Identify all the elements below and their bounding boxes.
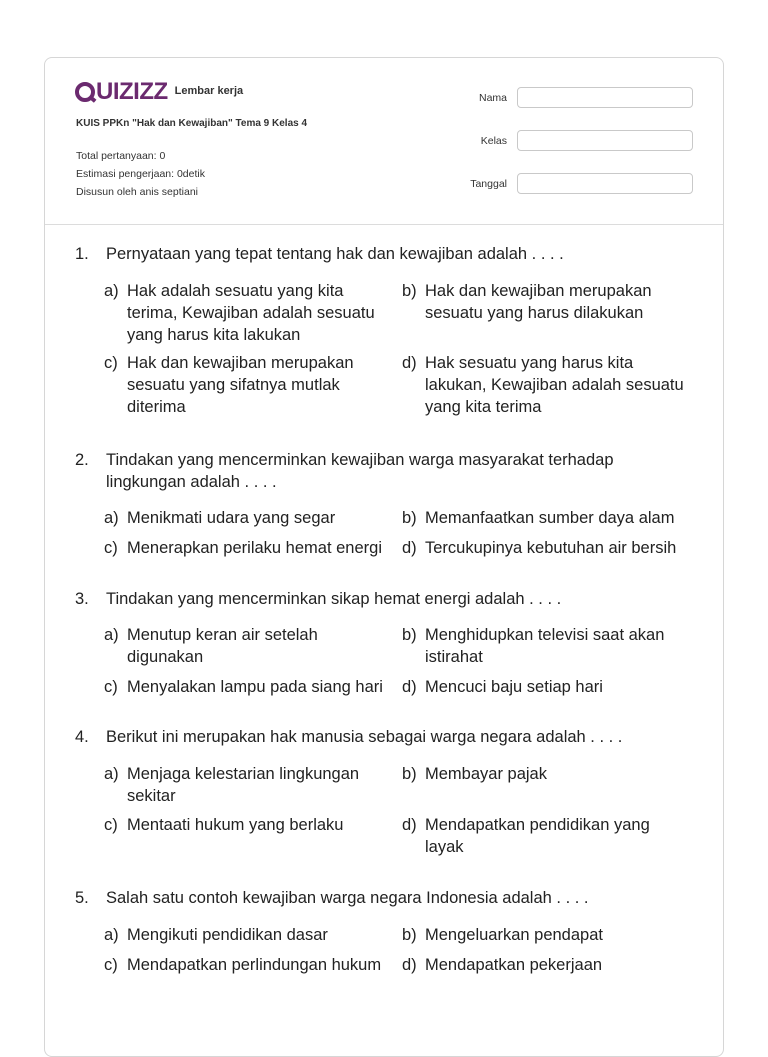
option-b	[402, 624, 685, 668]
class-label: Kelas	[480, 135, 507, 147]
option-text: Mengikuti pendidikan dasar	[127, 926, 328, 944]
question-number: 3.	[75, 590, 89, 608]
estimated-time: Estimasi pengerjaan: 0detik	[76, 168, 205, 180]
question-4	[75, 726, 695, 856]
question-5	[75, 887, 695, 974]
option-letter: b)	[402, 926, 417, 944]
option-text: Hak adalah sesuatu yang kita terima, Kewajiban adalah sesuatu yang harus kita lakukan	[127, 282, 375, 344]
option-c	[104, 537, 387, 559]
option-letter: d)	[402, 956, 417, 974]
option-a	[104, 280, 387, 346]
date-label: Tanggal	[470, 178, 507, 190]
option-letter: b)	[402, 282, 417, 300]
option-c	[104, 814, 387, 836]
option-c	[104, 352, 387, 418]
option-text: Menyalakan lampu pada siang hari	[127, 678, 383, 696]
date-field[interactable]	[517, 173, 693, 194]
question-text: Tindakan yang mencerminkan kewajiban warga masyarakat terhadap lingkungan adalah . . . .	[106, 451, 614, 491]
option-c	[104, 954, 387, 976]
option-a	[104, 924, 387, 946]
option-d	[402, 537, 685, 559]
option-c	[104, 676, 387, 698]
option-text: Membayar pajak	[425, 765, 547, 783]
option-letter: c)	[104, 539, 118, 557]
option-text: Mengeluarkan pendapat	[425, 926, 603, 944]
question-number: 5.	[75, 889, 89, 907]
option-letter: b)	[402, 626, 417, 644]
name-field[interactable]	[517, 87, 693, 108]
option-text: Menutup keran air setelah digunakan	[127, 626, 318, 666]
option-text: Hak dan kewajiban merupakan sesuatu yang harus dilakukan	[425, 282, 652, 322]
option-d	[402, 814, 685, 858]
question-3	[75, 588, 695, 696]
worksheet	[44, 57, 724, 1057]
option-b	[402, 280, 685, 324]
option-letter: d)	[402, 816, 417, 834]
option-d	[402, 676, 685, 698]
option-text: Mentaati hukum yang berlaku	[127, 816, 344, 834]
option-b	[402, 924, 685, 946]
option-d	[402, 954, 685, 976]
option-letter: a)	[104, 926, 119, 944]
question-text: Salah satu contoh kewajiban warga negara Indonesia adalah . . . .	[106, 889, 589, 907]
name-label: Nama	[478, 92, 507, 104]
question-number: 1.	[75, 245, 89, 263]
option-text: Mendapatkan pekerjaan	[425, 956, 603, 974]
option-text: Hak sesuatu yang harus kita lakukan, Kewajiban adalah sesuatu yang kita terima	[425, 354, 684, 416]
option-text: Hak dan kewajiban merupakan sesuatu yang sifatnya mutlak diterima	[127, 354, 354, 416]
option-text: Menerapkan perilaku hemat energi	[127, 539, 382, 557]
question-number: 2.	[75, 451, 89, 469]
sheet-type-label: Lembar kerja	[174, 85, 244, 97]
option-letter: b)	[402, 509, 417, 527]
brand-row	[75, 80, 243, 104]
option-a	[104, 624, 387, 668]
option-letter: a)	[104, 282, 119, 300]
option-d	[402, 352, 685, 418]
option-text: Mencuci baju setiap hari	[425, 678, 603, 696]
option-text: Memanfaatkan sumber daya alam	[425, 509, 675, 527]
question-2	[75, 449, 695, 557]
option-text: Tercukupinya kebutuhan air bersih	[425, 539, 677, 557]
option-text: Mendapatkan pendidikan yang layak	[425, 816, 650, 856]
option-letter: c)	[104, 678, 118, 696]
class-field[interactable]	[517, 130, 693, 151]
worksheet-header	[45, 58, 723, 225]
total-questions: Total pertanyaan: 0	[76, 150, 166, 162]
option-letter: c)	[104, 816, 118, 834]
option-letter: a)	[104, 626, 119, 644]
question-text: Pernyataan yang tepat tentang hak dan kewajiban adalah . . . .	[106, 245, 564, 263]
option-b	[402, 763, 685, 785]
option-letter: c)	[104, 354, 118, 372]
option-letter: d)	[402, 539, 417, 557]
option-a	[104, 763, 387, 807]
option-b	[402, 507, 685, 529]
question-number: 4.	[75, 728, 89, 746]
question-1	[75, 243, 695, 416]
option-letter: a)	[104, 765, 119, 783]
question-text: Tindakan yang mencerminkan sikap hemat energi adalah . . . .	[106, 590, 562, 608]
logo-text: UIZIZZ	[96, 78, 168, 105]
option-letter: c)	[104, 956, 118, 974]
quizizz-logo	[75, 80, 168, 104]
option-letter: b)	[402, 765, 417, 783]
option-letter: a)	[104, 509, 119, 527]
option-a	[104, 507, 387, 529]
question-text: Berikut ini merupakan hak manusia sebagai warga negara adalah . . . .	[106, 728, 623, 746]
option-letter: d)	[402, 354, 417, 372]
option-text: Menghidupkan televisi saat akan istirahat	[425, 626, 665, 666]
option-letter: d)	[402, 678, 417, 696]
option-text: Mendapatkan perlindungan hukum	[127, 956, 382, 974]
option-text: Menikmati udara yang segar	[127, 509, 336, 527]
author: Disusun oleh anis septiani	[76, 186, 198, 198]
quiz-title: KUIS PPKn "Hak dan Kewajiban" Tema 9 Kelas 4	[76, 118, 308, 129]
option-text: Menjaga kelestarian lingkungan sekitar	[127, 765, 360, 805]
logo-q-icon	[75, 82, 95, 102]
